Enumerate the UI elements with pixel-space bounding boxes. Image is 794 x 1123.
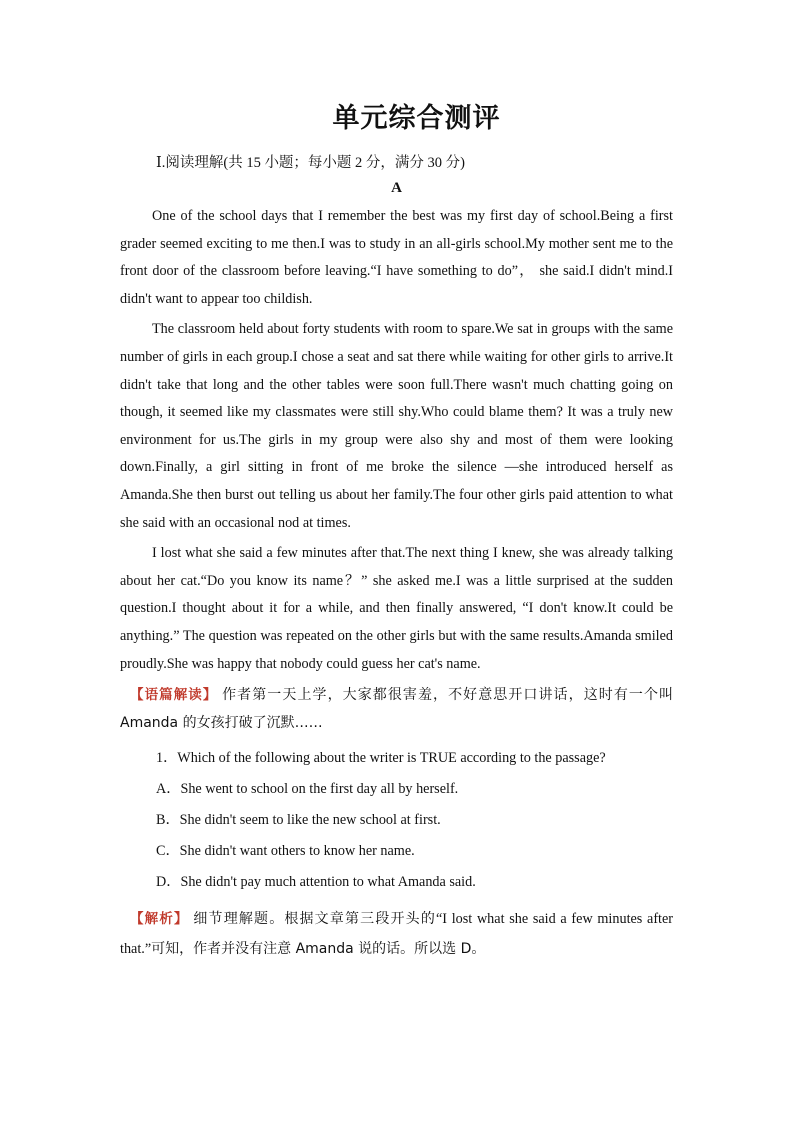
option-c	[120, 836, 673, 867]
option-letter: B．	[156, 812, 180, 829]
option-letter: D．	[156, 874, 181, 891]
question-text: Which of the following about the writer is TRUE according to the passage?	[177, 750, 606, 767]
summary-tag: 【语篇解读】	[130, 687, 218, 704]
answer-tag: 【解析】	[130, 911, 189, 928]
page-title: 单元综合测评	[332, 103, 501, 134]
section-label: .阅读理解(共 15 小题；每小题 2 分，满分 30 分)	[161, 155, 466, 171]
answer-explanation	[120, 904, 673, 964]
section-heading	[120, 151, 673, 172]
passage-label: A	[391, 180, 402, 196]
option-letter: C．	[156, 843, 180, 860]
option-letter: A．	[156, 781, 181, 798]
option-text: She went to school on the first day all by herself.	[180, 781, 459, 798]
document-page	[120, 0, 673, 978]
passage-paragraph-2: The classroom held about forty students with room to spare.We sat in groups with the same number of girls in each group.I chose a seat and sat there while waiting for other girls to arrive.It didn't take that long and the other tables were soon full.There wasn't much chatting going on though, it seemed like my classmates were still shy.Who could blame them? It was a truly new environment for us.The girls in my group were also shy and most of them were looking down.Finally, a girl sitting in front of me broke the silence —she introduced herself as Amanda.She then burst out telling us about her family.The four other girls paid attention to what she said with an occasional nod at times.	[120, 321, 673, 531]
summary-text: 作者第一天上学，大家都很害羞，不好意思开口讲话，这时有一个叫 Amanda 的女孩打破了沉默……	[120, 687, 674, 732]
answer-part2: 可知，作者并没有注意 Amanda 说的话。所以选 D。	[151, 941, 486, 958]
option-text: She didn't want others to know her name.	[179, 843, 415, 860]
question-1	[120, 743, 673, 774]
passage-summary	[120, 681, 673, 737]
section-numeral: Ⅰ	[156, 155, 162, 171]
option-b	[120, 805, 673, 836]
answer-part1: 细节理解题。根据文章第三段开头的	[193, 911, 436, 928]
option-text: She didn't pay much attention to what Amanda said.	[180, 874, 476, 891]
answer-quote: “I lost what she said a few minutes after that.”	[120, 911, 674, 958]
option-text: She didn't seem to like the new school at first.	[179, 812, 441, 829]
option-d	[120, 867, 673, 898]
option-a	[120, 774, 673, 805]
question-number: 1．	[156, 750, 178, 767]
passage-paragraph-1: One of the school days that I remember the best was my first day of school.Being a first grader seemed exciting to me then.I was to study in an all-girls school.My mother sent me to the front door of the classroom before leaving.“I have something to do”， she said.I didn't mind.I didn't want to appear too childish.	[120, 208, 673, 307]
passage-paragraph-3: I lost what she said a few minutes after that.The next thing I knew, she was already talking about her cat.“Do you know its name？” she asked me.I was a little surprised at the sudden question.I thought about it for a while, and then finally answered, “I don't know.It could be anything.” The question was repeated on the other girls but with the same results.Amanda smiled proudly.She was happy that nobody could guess her cat's name.	[120, 545, 673, 672]
